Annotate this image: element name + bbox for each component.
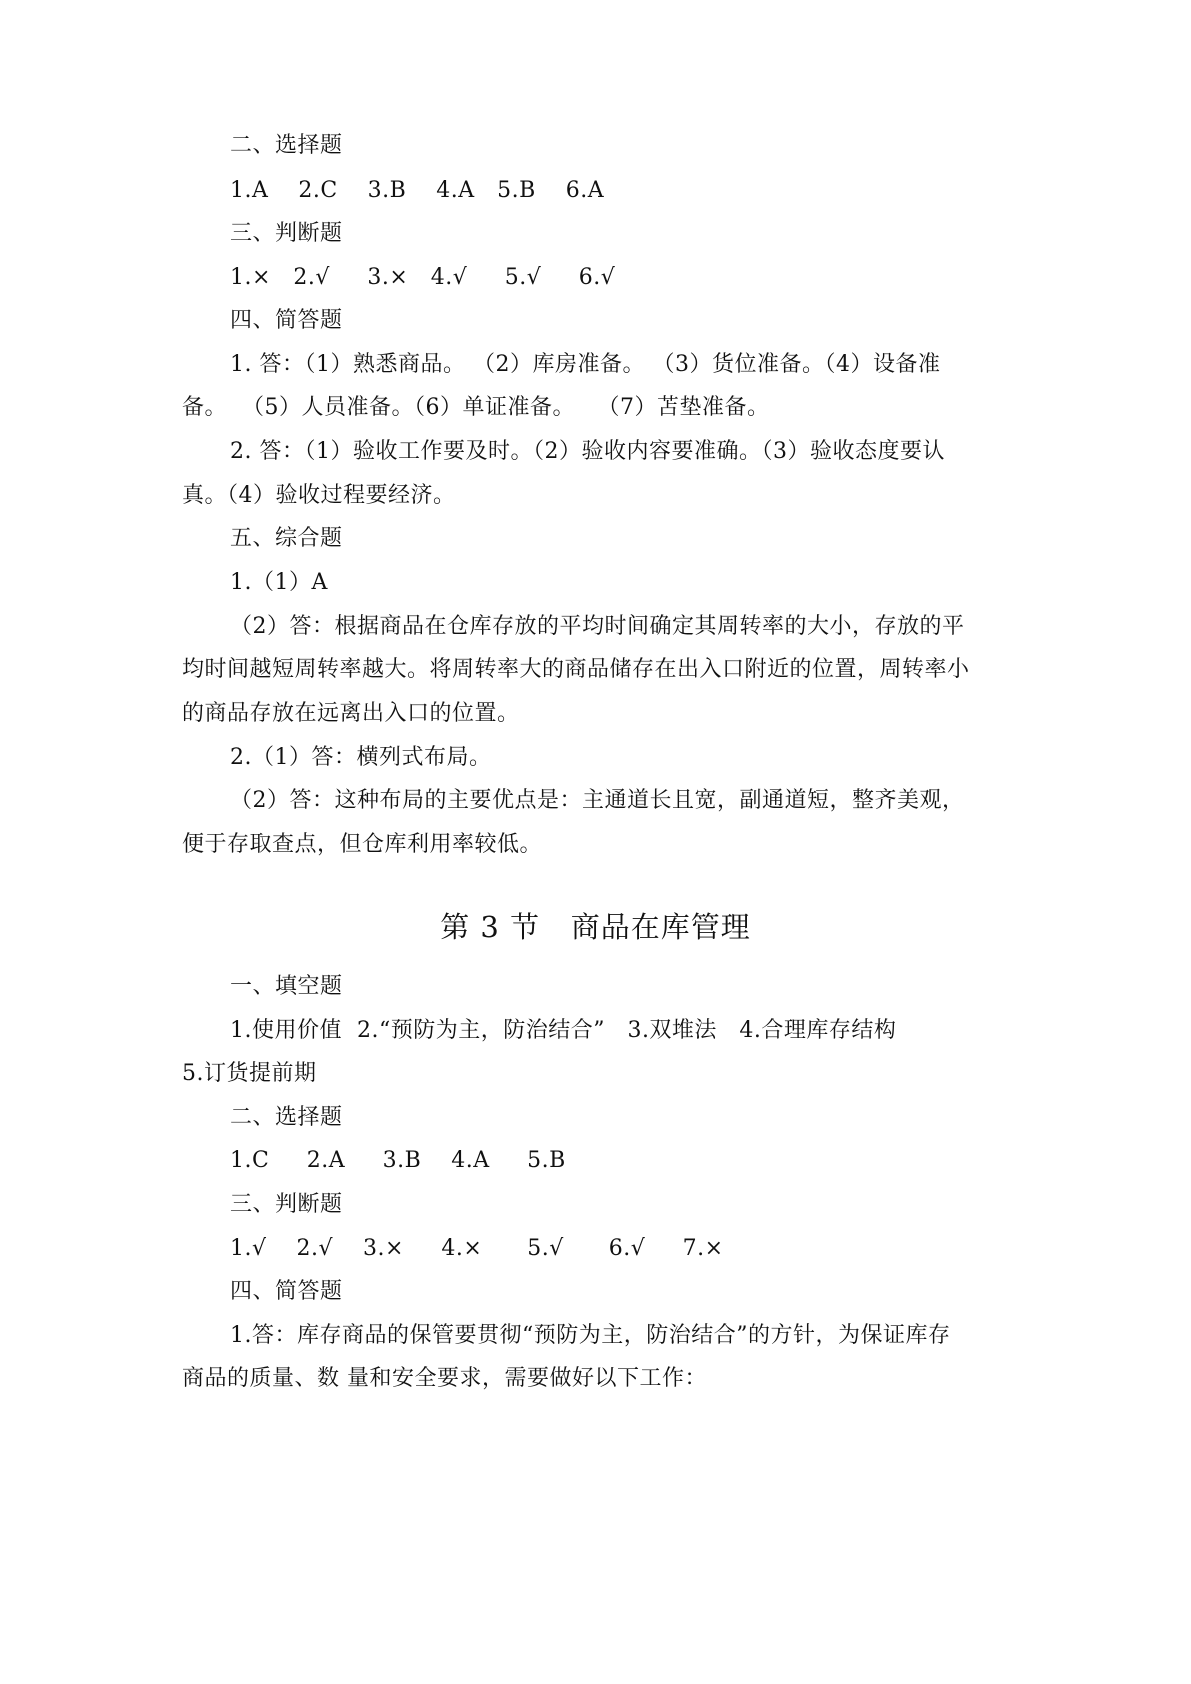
short-answer-2-q1-line2: 商品的质量、数 量和安全要求，需要做好以下工作： <box>182 1366 707 1391</box>
judge-answers: 1.× 2.√ 3.× 4.√ 5.√ 6.√ <box>230 265 616 290</box>
section-heading-judge: 三、判断题 <box>230 221 343 246</box>
section-title: 第 3 节 商品在库管理 <box>440 910 751 944</box>
comprehensive-q1-a: 1.（1）A <box>230 570 328 595</box>
short-answer-q1-line1: 1. 答：（1）熟悉商品。 （2）库房准备。 （3）货位准备。（4）设备准 <box>230 352 941 377</box>
section-heading-choice-2: 二、选择题 <box>230 1105 343 1130</box>
section-heading-choice: 二、选择题 <box>230 133 343 158</box>
section-heading-comprehensive: 五、综合题 <box>230 526 343 551</box>
comprehensive-q2-a: 2.（1）答：横列式布局。 <box>230 745 492 770</box>
section-heading-short-answer: 四、简答题 <box>230 308 343 333</box>
judge-answers-2: 1.√ 2.√ 3.× 4.× 5.√ 6.√ 7.× <box>230 1236 724 1261</box>
choice-answers: 1.A 2.C 3.B 4.A 5.B 6.A <box>230 178 605 203</box>
short-answer-2-q1-line1: 1.答：库存商品的保管要贯彻“预防为主，防治结合”的方针，为保证库存 <box>230 1323 951 1348</box>
section-heading-judge-2: 三、判断题 <box>230 1192 343 1217</box>
comprehensive-q2-b-line1: （2）答：这种布局的主要优点是：主通道长且宽，副通道短，整齐美观， <box>230 788 965 813</box>
short-answer-q1-line2: 备。 （5）人员准备。（6）单证准备。 （7）苫垫准备。 <box>182 395 770 420</box>
short-answer-q2-line1: 2. 答：（1）验收工作要及时。（2）验收内容要准确。（3）验收态度要认 <box>230 439 945 464</box>
comprehensive-q1-b-line2: 均时间越短周转率越大。将周转率大的商品储存在出入口附近的位置，周转率小 <box>182 657 970 682</box>
comprehensive-q2-b-line2: 便于存取查点，但仓库利用率较低。 <box>182 832 543 857</box>
short-answer-q2-line2: 真。（4）验收过程要经济。 <box>182 483 456 508</box>
comprehensive-q1-b-line1: （2）答：根据商品在仓库存放的平均时间确定其周转率的大小，存放的平 <box>230 614 965 639</box>
section-heading-fill-blank: 一、填空题 <box>230 974 343 999</box>
comprehensive-q1-b-line3: 的商品存放在远离出入口的位置。 <box>182 701 520 726</box>
section-heading-short-answer-2: 四、简答题 <box>230 1279 343 1304</box>
choice-answers-2: 1.C 2.A 3.B 4.A 5.B <box>230 1148 566 1173</box>
fill-blank-line1: 1.使用价值 2.“预防为主，防治结合” 3.双堆法 4.合理库存结构 <box>230 1018 897 1043</box>
fill-blank-line2: 5.订货提前期 <box>182 1061 317 1086</box>
